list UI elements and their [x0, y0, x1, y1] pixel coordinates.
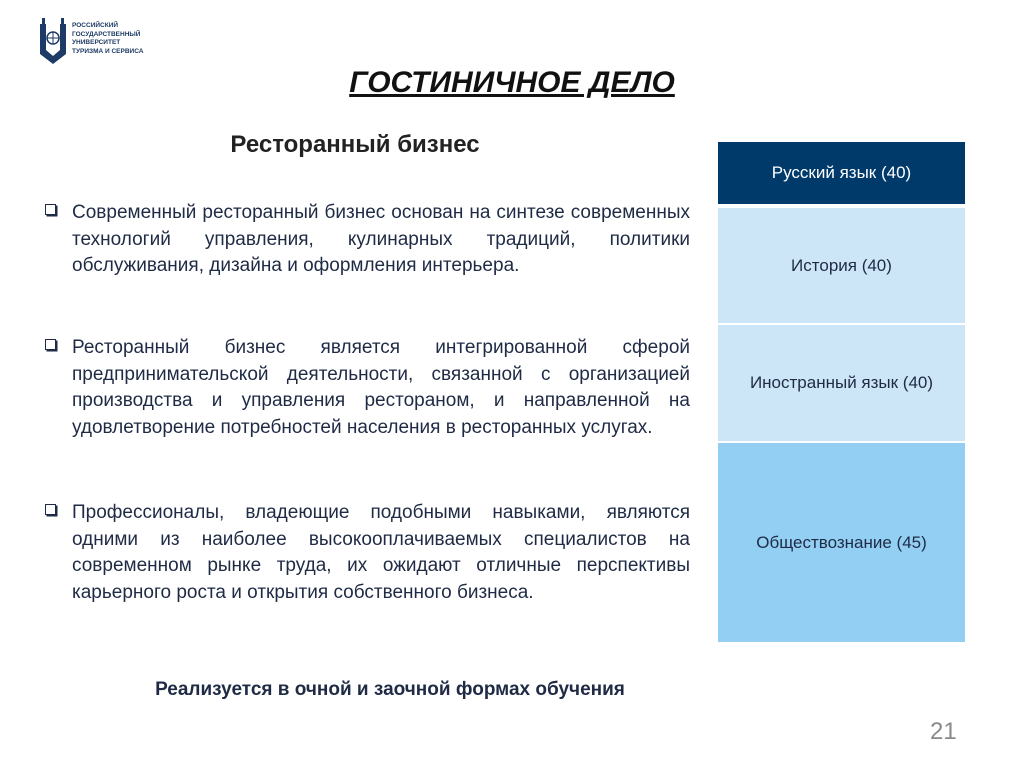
subject-label: Иностранный язык (40): [749, 373, 934, 392]
bullet-text: Современный ресторанный бизнес основан на синтезе современных технологий управления, кулинарных традиций, политики обслуживания, дизайна и оформления интерьера.: [72, 202, 690, 276]
university-logo: [38, 16, 178, 68]
subject-box-social-studies: [718, 443, 965, 642]
subject-box-russian: [718, 142, 965, 204]
subject-box-history: [718, 208, 965, 323]
section-subtitle: Ресторанный бизнес: [230, 131, 480, 158]
study-forms-note: Реализуется в очной и заочной формах обучения: [155, 679, 625, 700]
bullet-text: Ресторанный бизнес является интегрированной сферой предпринимательской деятельности, связанной с организацией производства и управления рестораном, и направленной на удовлетворение потребностей населения в ресторанных услугах.: [72, 337, 690, 438]
subject-label: История (40): [791, 255, 892, 275]
subject-label: Обществознание (45): [756, 532, 927, 552]
subject-label: Русский язык (40): [771, 163, 912, 182]
subject-box-foreign-language: [718, 325, 965, 441]
page-number: 21: [930, 718, 957, 745]
checkbox-bullet-icon: [45, 504, 56, 515]
page-title: ГОСТИНИЧНОЕ ДЕЛО: [349, 66, 675, 99]
bullet-item: [45, 200, 690, 280]
checkbox-bullet-icon: [45, 204, 56, 215]
bullet-item: [45, 335, 690, 441]
logo-text: РОССИЙСКИЙ ГОСУДАРСТВЕННЫЙ УНИВЕРСИТЕТ ТУРИЗМА И СЕРВИСА: [72, 22, 144, 55]
checkbox-bullet-icon: [45, 339, 56, 350]
bullet-text: Профессионалы, владеющие подобными навыками, являются одними из наиболее высокооплачиваемых специалистов на современном рынке труда, их ожидают отличные перспективы карьерного роста и открытия собственного бизнеса.: [72, 502, 690, 603]
university-emblem-icon: [38, 16, 68, 66]
bullet-item: [45, 500, 690, 606]
